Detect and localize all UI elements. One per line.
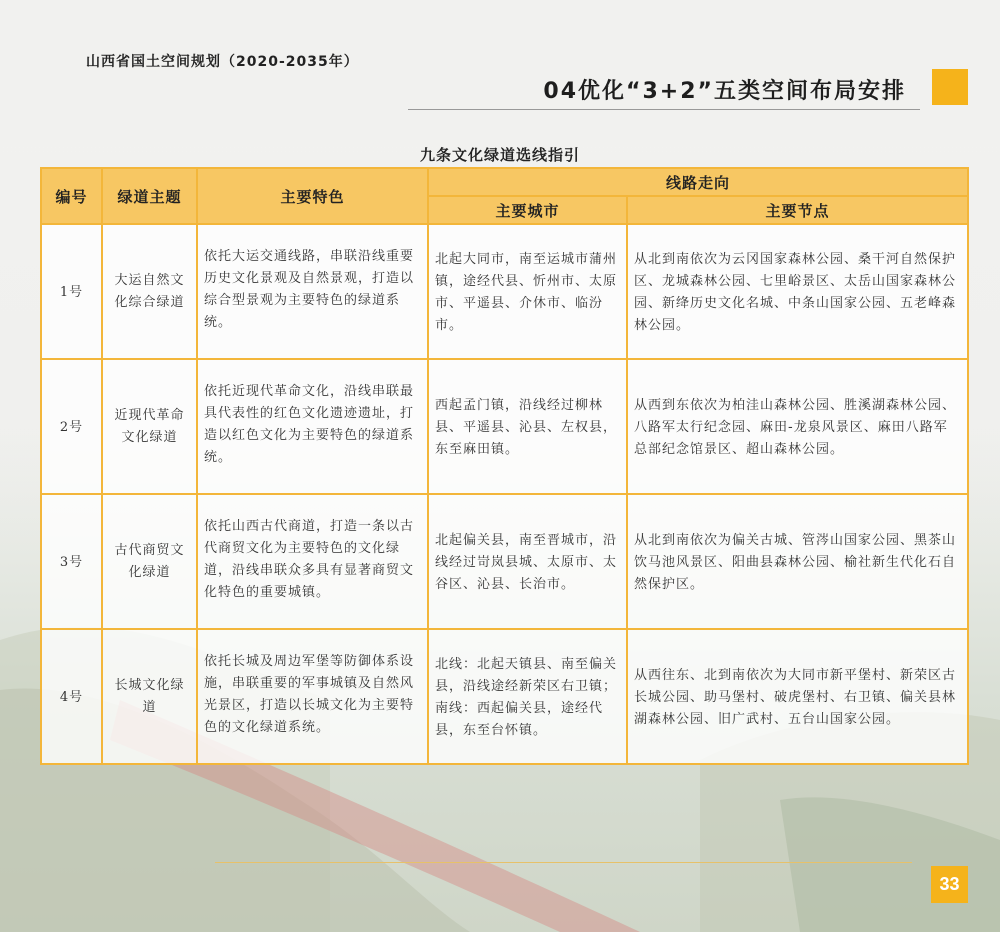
header-nodes: 主要节点 [627,196,968,224]
row-nodes: 从北到南依次为偏关古城、管涔山国家公园、黑茶山饮马池风景区、阳曲县森林公园、榆社新生代化石自然保护区。 [627,494,968,629]
greenway-guide-table [40,167,969,765]
table-row [41,494,968,629]
table-title: 九条文化绿道选线指引 [419,146,580,164]
section-marker [932,69,968,105]
section-title: 04优化“3+2”五类空间布局安排 [543,79,906,104]
row-number: 1号 [41,224,102,359]
row-feature: 依托长城及周边军堡等防御体系设施，串联重要的军事城镇及自然风光景区，打造以长城文化为主要特色的文化绿道系统。 [197,629,428,764]
row-feature: 依托大运交通线路，串联沿线重要历史文化景观及自然景观，打造以综合型景观为主要特色的绿道系统。 [197,224,428,359]
header-route: 线路走向 [428,168,968,196]
table-row [41,224,968,359]
row-feature: 依托近现代革命文化，沿线串联最具代表性的红色文化遗迹遗址，打造以红色文化为主要特色的绿道系统。 [197,359,428,494]
row-nodes: 从西到东依次为柏洼山森林公园、胜溪湖森林公园、八路军太行纪念园、麻田-龙泉风景区、麻田八路军总部纪念馆景区、超山森林公园。 [627,359,968,494]
row-number: 4号 [41,629,102,764]
header-feature: 主要特色 [197,168,428,224]
row-nodes: 从西往东、北到南依次为大同市新平堡村、新荣区古长城公园、助马堡村、破虎堡村、右卫镇、偏关县林湖森林公园、旧广武村、五台山国家公园。 [627,629,968,764]
page-number: 33 [931,866,968,903]
row-cities: 北起偏关县，南至晋城市，沿线经过岢岚县城、太原市、太谷区、沁县、长治市。 [428,494,627,629]
row-cities: 北线：北起天镇县、南至偏关县，沿线途经新荣区右卫镇；南线：西起偏关县，途经代县，东至台怀镇。 [428,629,627,764]
header-theme: 绿道主题 [102,168,197,224]
table-row [41,629,968,764]
row-feature: 依托山西古代商道，打造一条以古代商贸文化为主要特色的文化绿道，沿线串联众多具有显著商贸文化特色的重要城镇。 [197,494,428,629]
row-cities: 北起大同市，南至运城市蒲州镇，途经代县、忻州市、太原市、平遥县、介休市、临汾市。 [428,224,627,359]
row-nodes: 从北到南依次为云冈国家森林公园、桑干河自然保护区、龙城森林公园、七里峪景区、太岳山国家森林公园、新绛历史文化名城、中条山国家公园、五老峰森林公园。 [627,224,968,359]
row-number: 3号 [41,494,102,629]
footer-divider [215,862,912,863]
table-row [41,359,968,494]
row-cities: 西起孟门镇，沿线经过柳林县、平遥县、沁县、左权县，东至麻田镇。 [428,359,627,494]
header-cities: 主要城市 [428,196,627,224]
row-number: 2号 [41,359,102,494]
header-divider [408,109,920,110]
row-theme: 大运自然文化综合绿道 [102,224,197,359]
document-title: 山西省国土空间规划（2020-2035年） [86,54,359,70]
header-no: 编号 [41,168,102,224]
row-theme: 长城文化绿道 [102,629,197,764]
row-theme: 近现代革命文化绿道 [102,359,197,494]
row-theme: 古代商贸文化绿道 [102,494,197,629]
